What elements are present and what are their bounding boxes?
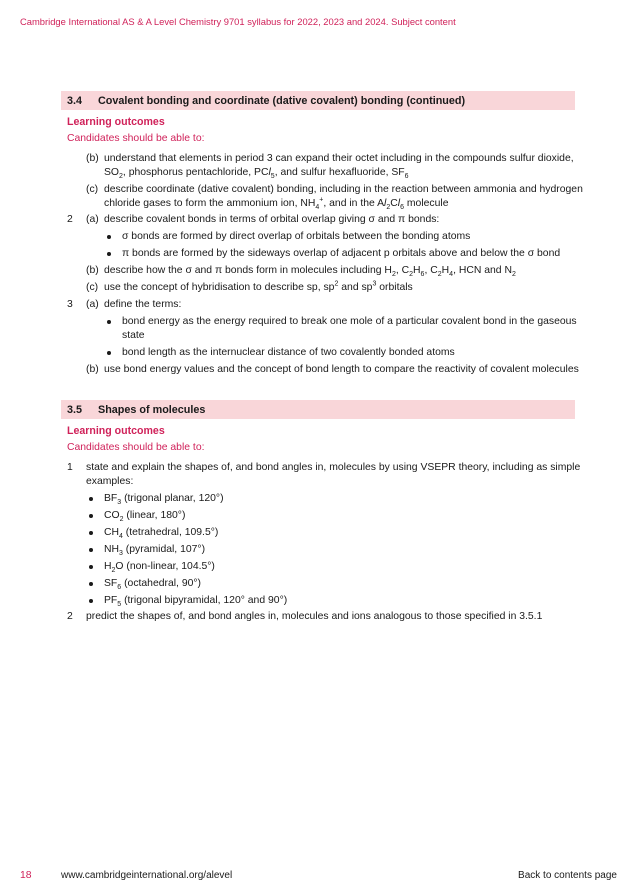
item-3a-bullet1-line1: bond energy as the energy required to break one mole of a particular covalent bond in the gaseous [122,316,577,327]
running-header: Cambridge International AS & A Level Chemistry 9701 syllabus for 2022, 2023 and 2024. Subject content [20,16,456,27]
item-label-2c: (c) [86,282,99,293]
item-label-3b: (b) [86,364,99,375]
shape-list-item: $CO_2$ (linear, 180°) [104,510,186,524]
candidates-subtitle: Candidates should be able to: [67,133,205,144]
footer-url-link[interactable]: www.cambridgeinternational.org/alevel [61,870,233,881]
shape-list-item: $H_2O$ (non-linear, 104.5°) [104,561,215,575]
item-c-line1: describe coordinate (dative covalent) bonding, including in the reaction between ammonia and hydrogen [104,184,583,195]
bullet-icon [89,548,93,552]
item-label-2a: (a) [86,214,99,225]
bullet-icon [107,235,111,239]
learning-outcomes-title: Learning outcomes [67,425,165,437]
item-number-2: 2 [67,611,73,622]
item-number-1: 1 [67,462,73,473]
item-label-b: (b) [86,153,99,164]
bullet-icon [107,351,111,355]
item-2a-bullet2: π bonds are formed by the sideways overlap of adjacent p orbitals above and below the σ bond [122,248,561,259]
section-heading-3-4 [61,91,575,110]
bullet-icon [107,320,111,324]
item-2a-text: describe covalent bonds in terms of orbital overlap giving σ and π bonds: [104,214,440,225]
bullet-icon [89,514,93,518]
bullet-icon [89,531,93,535]
bullet-icon [89,497,93,501]
back-to-contents-link[interactable]: Back to contents page [518,870,617,881]
shape-list-item: $NH_3$ (pyramidal, 107°) [104,544,206,558]
shape-list-item: $CH_4$ (tetrahedral, 109.5°) [104,527,219,541]
section-number: 3.4 [67,95,83,107]
shape-list-item: $PF_5$ (trigonal bipyramidal, 120° and 90°) [104,595,288,609]
item-3a-bullet1-line2: state [122,330,145,341]
item-1-line2: examples: [86,476,134,487]
bullet-icon [89,565,93,569]
item-label-3a: (a) [86,299,99,310]
section-title: Covalent bonding and coordinate (dative covalent) bonding (continued) [98,95,466,107]
item-c-line2: chloride gases to form the ammonium ion, $NH_4^+$, and in the $Al_2Cl_6$ molecule [104,196,449,212]
item-b-line1: understand that elements in period 3 can expand their octet including in the compounds sulfur dioxide, [104,153,574,164]
page-number: 18 [20,870,32,881]
item-number-2: 2 [67,214,73,225]
item-2-text: predict the shapes of, and bond angles in, molecules and ions analogous to those specified in 3.5.1 [86,611,543,622]
item-2c-text: use the concept of hybridisation to describe sp, $sp^2$ and $sp^3$ orbitals [104,280,413,293]
item-label-2b: (b) [86,265,99,276]
item-3a-bullet2: bond length as the internuclear distance of two covalently bonded atoms [122,347,455,358]
item-b-line2: $SO_2$, phosphorus pentachloride, PCl$_5$, and sulfur hexafluoride, $SF_6$ [104,167,409,181]
shape-list-item: $SF_6$ (octahedral, 90°) [104,578,202,592]
section-heading-3-5 [61,400,575,419]
learning-outcomes-title: Learning outcomes [67,116,165,128]
bullet-icon [89,599,93,603]
item-label-c: (c) [86,184,99,195]
item-2b-text: describe how the σ and π bonds form in molecules including $H_2$, $C_2H_6$, $C_2H_4$, HCN and $N_2$ [104,265,516,279]
bullet-icon [89,582,93,586]
item-2a-bullet1: σ bonds are formed by direct overlap of orbitals between the bonding atoms [122,231,471,242]
shape-list-item: $BF_3$ (trigonal planar, 120°) [104,493,224,507]
candidates-subtitle: Candidates should be able to: [67,442,205,453]
item-3a-text: define the terms: [104,299,182,310]
item-number-3: 3 [67,299,73,310]
bullet-icon [107,252,111,256]
item-3b-text: use bond energy values and the concept of bond length to compare the reactivity of covalent molecules [104,364,579,375]
section-title: Shapes of molecules [98,404,206,416]
section-number: 3.5 [67,404,83,416]
item-1-line1: state and explain the shapes of, and bond angles in, molecules by using VSEPR theory, including as simple [86,462,581,473]
